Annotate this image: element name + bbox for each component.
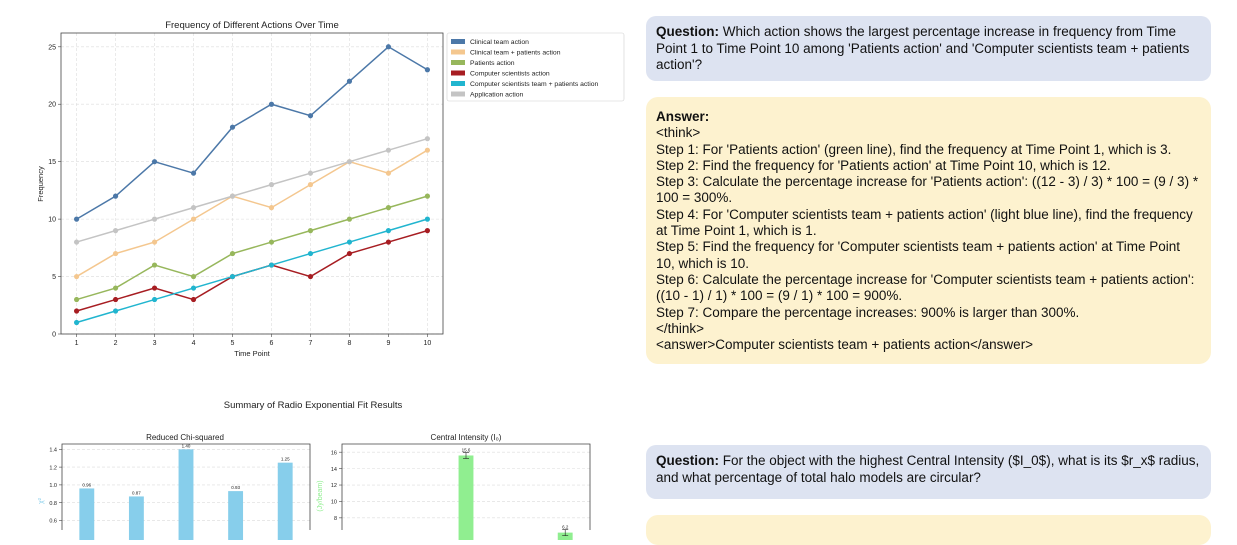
- question-box-2: [646, 445, 1211, 499]
- data-point: [386, 239, 391, 244]
- line-chart: [0, 0, 630, 365]
- legend-swatch: [451, 50, 465, 55]
- bar-value-label: 0.96: [82, 482, 92, 488]
- chi-chart-ylabel: χ²: [38, 497, 45, 505]
- question-label: Question:: [656, 453, 719, 468]
- data-point: [269, 182, 274, 187]
- chi-chart-title: Reduced Chi-squared: [146, 433, 224, 442]
- line-chart-title: Frequency of Different Actions Over Time: [165, 20, 339, 31]
- line-chart-legend: [447, 33, 624, 101]
- x-tick-label: 7: [308, 340, 313, 347]
- y-tick-label: 20: [48, 101, 56, 109]
- legend-swatch: [451, 81, 465, 86]
- data-point: [152, 297, 157, 302]
- answer-box-1: [646, 97, 1211, 364]
- data-point: [191, 274, 196, 279]
- y-tick-label: 14: [330, 466, 337, 473]
- series-line: [77, 47, 428, 219]
- x-tick-label: 5: [230, 340, 235, 347]
- data-point: [386, 44, 391, 49]
- data-point: [386, 148, 391, 153]
- answer-line: Step 4: For 'Computer scientists team + patients action' (light blue line), find the frequency at Time Point 1, which is 1.: [656, 206, 1193, 239]
- series-line: [77, 150, 428, 276]
- data-point: [113, 251, 118, 256]
- legend-label: Computer scientists action: [470, 70, 550, 78]
- x-tick-label: 2: [113, 340, 118, 347]
- data-point: [425, 194, 430, 199]
- bar-value-label: 1.25: [280, 456, 290, 462]
- legend-swatch: [451, 60, 465, 65]
- data-point: [74, 320, 79, 325]
- data-point: [74, 297, 79, 302]
- data-point: [347, 217, 352, 222]
- series-line: [77, 219, 428, 322]
- data-point: [347, 159, 352, 164]
- y-tick-label: 16: [330, 450, 337, 457]
- data-point: [74, 308, 79, 313]
- y-tick-label: 0.6: [49, 518, 57, 525]
- answer-line: </think>: [656, 320, 705, 336]
- data-point: [152, 285, 157, 290]
- legend-label: Computer scientists team + patients action: [470, 81, 599, 88]
- x-tick-label: 1: [74, 340, 79, 347]
- y-tick-label: 5: [52, 274, 56, 282]
- data-point: [113, 194, 118, 199]
- data-point: [308, 228, 313, 233]
- y-tick-label: 12: [330, 483, 337, 490]
- legend-swatch: [451, 71, 465, 76]
- question-box-1: [646, 16, 1211, 81]
- data-point: [74, 274, 79, 279]
- fit-results-figure: [0, 390, 630, 530]
- data-point: [191, 285, 196, 290]
- data-point: [386, 171, 391, 176]
- question-text: Which action shows the largest percentage increase in frequency from Time Point 1 to Time Point 10 among 'Patients action' and 'Computer scientists team + patients action'?: [656, 24, 1190, 72]
- answer-line: Step 5: Find the frequency for 'Computer scientists team + patients action' at Time Point 10, which is 10.: [656, 239, 1181, 271]
- bar: [459, 455, 474, 540]
- data-point: [425, 148, 430, 153]
- y-tick-label: 10: [330, 499, 337, 506]
- data-point: [425, 136, 430, 141]
- y-tick-label: 1.4: [49, 447, 57, 454]
- bar: [228, 491, 243, 540]
- data-point: [152, 217, 157, 222]
- data-point: [191, 205, 196, 210]
- data-point: [191, 297, 196, 302]
- legend-label: Clinical team action: [470, 39, 529, 46]
- y-tick-label: 1.2: [49, 465, 57, 472]
- data-point: [152, 159, 157, 164]
- bar-value-label: 1.40: [181, 443, 191, 449]
- data-point: [74, 217, 79, 222]
- y-tick-label: 0.8: [49, 500, 57, 507]
- data-point: [308, 182, 313, 187]
- bar-value-label: 6.2: [562, 524, 569, 530]
- y-tick-label: 25: [48, 44, 56, 52]
- series-line: [77, 139, 428, 242]
- bar-value-label: 0.87: [132, 490, 141, 496]
- answer-line: Step 1: For 'Patients action' (green line), find the frequency at Time Point 1, which is 3.: [656, 141, 1172, 157]
- answer-label: Answer:: [656, 109, 710, 124]
- bar-value-label: 0.93: [231, 485, 240, 491]
- x-tick-label: 10: [423, 340, 432, 347]
- data-point: [113, 297, 118, 302]
- data-point: [230, 251, 235, 256]
- data-point: [269, 262, 274, 267]
- line-chart-ylabel: Frequency: [36, 166, 45, 202]
- intensity-chart-title: Central Intensity (I₀): [430, 433, 502, 442]
- data-point: [386, 228, 391, 233]
- data-point: [230, 125, 235, 130]
- data-point: [347, 239, 352, 244]
- answer-line: Step 6: Calculate the percentage increase for 'Computer scientists team + patients action': ((10 - 1) / 1) * 100 = (9 / 1) * 100 = 900%.: [656, 271, 1195, 304]
- data-point: [347, 251, 352, 256]
- data-point: [191, 217, 196, 222]
- question-label: Question:: [656, 24, 719, 39]
- answer-line: <answer>Computer scientists team + patients action</answer>: [656, 337, 1034, 353]
- series-line: [77, 196, 428, 299]
- question-text: For the object with the highest Central Intensity ($I_0$), what is its $r_x$ radius, and what percentage of total halo models are circular?: [656, 453, 1200, 485]
- x-tick-label: 9: [386, 340, 391, 347]
- data-point: [308, 171, 313, 176]
- answer-box-2: [646, 515, 1211, 545]
- data-point: [113, 285, 118, 290]
- data-point: [308, 274, 313, 279]
- bar: [278, 463, 293, 540]
- data-point: [308, 113, 313, 118]
- data-point: [386, 205, 391, 210]
- data-point: [230, 194, 235, 199]
- data-point: [425, 228, 430, 233]
- x-tick-label: 6: [269, 340, 274, 347]
- x-tick-label: 8: [347, 340, 352, 347]
- data-point: [425, 67, 430, 72]
- y-tick-label: 0: [52, 331, 56, 339]
- data-point: [152, 262, 157, 267]
- x-tick-label: 3: [152, 340, 157, 347]
- x-tick-label: 4: [191, 340, 196, 347]
- data-point: [113, 308, 118, 313]
- bar: [79, 488, 94, 540]
- data-point: [152, 239, 157, 244]
- y-tick-label: 1.0: [49, 483, 57, 490]
- data-point: [269, 205, 274, 210]
- legend-swatch: [451, 39, 465, 44]
- y-tick-label: 15: [48, 159, 56, 167]
- data-point: [269, 102, 274, 107]
- bar: [179, 449, 194, 540]
- intensity-chart-ylabel: (Jy/beam): [317, 480, 324, 512]
- legend-label: Application action: [470, 91, 524, 99]
- line-chart-xlabel: Time Point: [234, 349, 270, 358]
- bar-value-label: 15.6: [461, 447, 471, 453]
- legend-label: Patients action: [470, 60, 515, 67]
- data-point: [74, 239, 79, 244]
- legend-swatch: [451, 92, 465, 97]
- legend-label: Clinical team + patients action: [470, 49, 561, 57]
- y-tick-label: 10: [48, 216, 56, 224]
- answer-line: Step 2: Find the frequency for 'Patients action' at Time Point 10, which is 12.: [656, 157, 1111, 173]
- bar: [129, 496, 144, 540]
- data-point: [191, 171, 196, 176]
- figure2-title: Summary of Radio Exponential Fit Results: [223, 400, 403, 411]
- answer-line: Step 7: Compare the percentage increases: 900% is larger than 300%.: [656, 304, 1080, 320]
- data-point: [308, 251, 313, 256]
- line-chart-plot-frame: [61, 33, 443, 334]
- answer-line: <think>: [656, 125, 701, 141]
- data-point: [269, 239, 274, 244]
- data-point: [230, 274, 235, 279]
- data-point: [347, 79, 352, 84]
- y-tick-label: 8: [333, 516, 337, 523]
- data-point: [425, 217, 430, 222]
- answer-line: Step 3: Calculate the percentage increase for 'Patients action': ((12 - 3) / 3) * 100 = (9 / 3) * 100 = 300%.: [656, 174, 1199, 206]
- data-point: [113, 228, 118, 233]
